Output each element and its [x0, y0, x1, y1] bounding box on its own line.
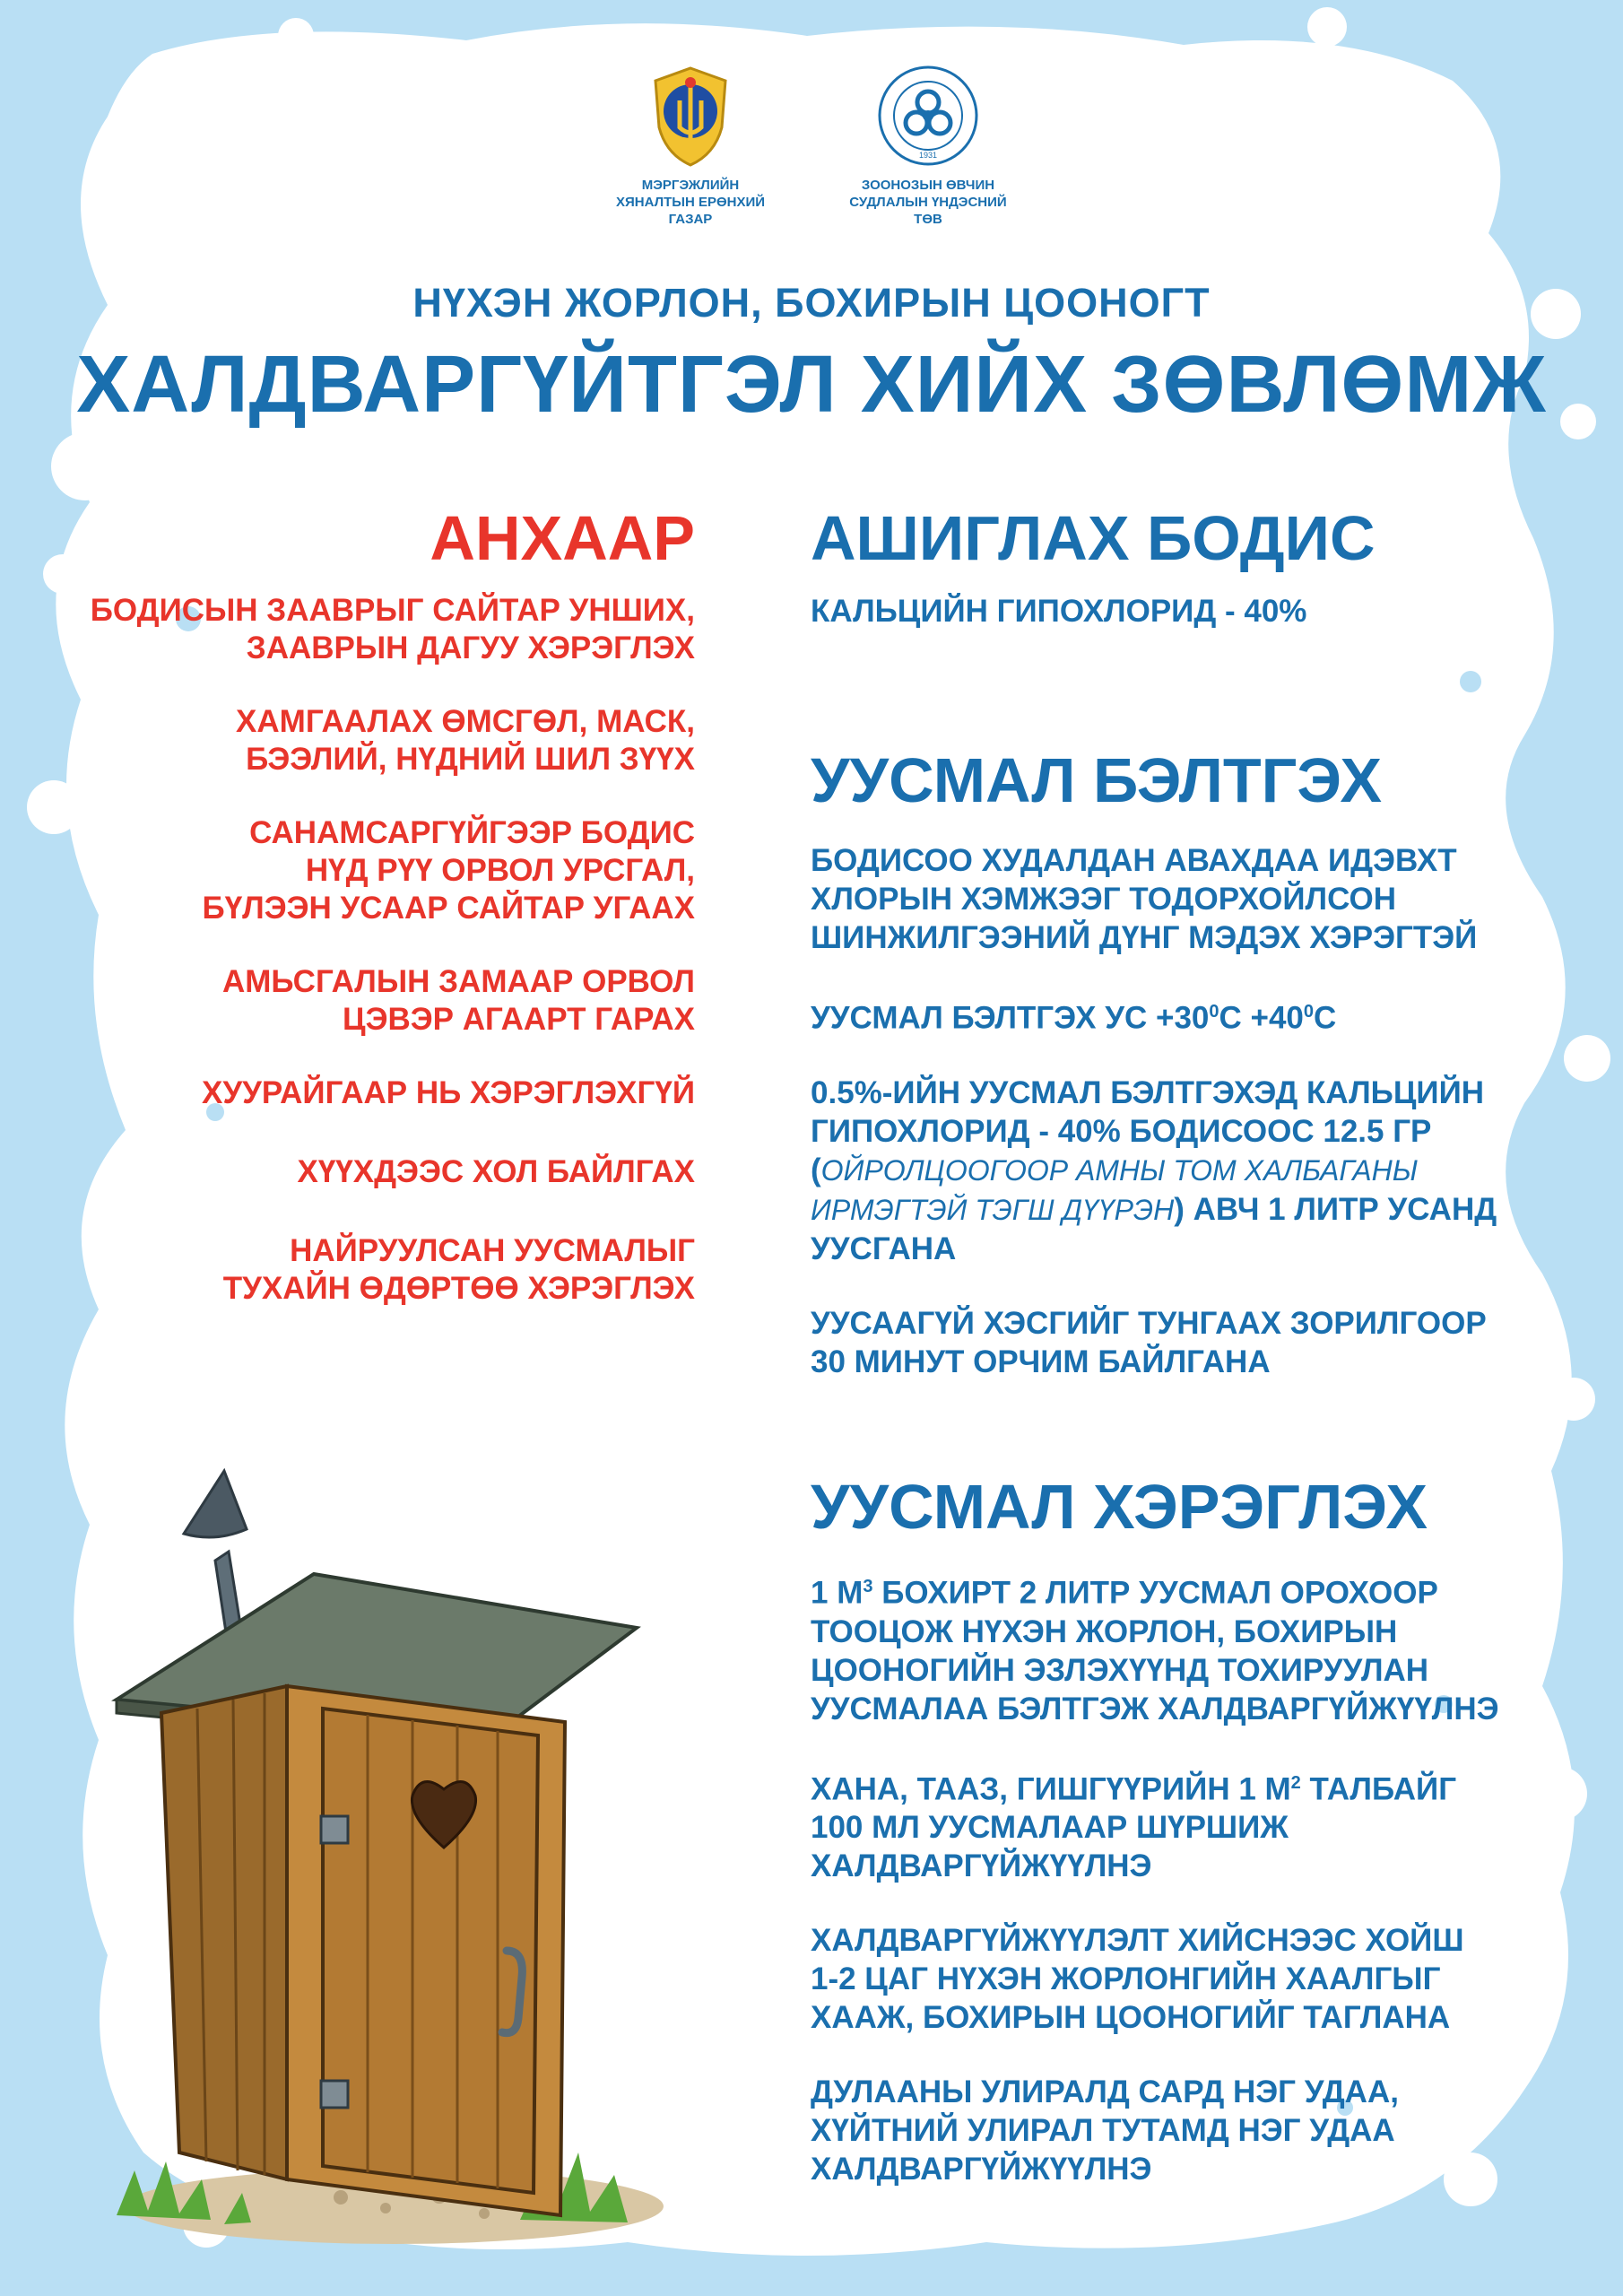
use-item: 1 $М^3$ БОХИРТ 2 ЛИТР УУСМАЛ ОРОХООР ТООЦОЖ НҮХЭН ЖОРЛОН, БОХИРЫН ЦООНОГИЙН ЭЗЛЭХҮҮНД ТОХИРУУЛАН УУСМАЛАА БЭЛТГЭЖ ХАЛДВАРГҮЙЖҮҮЛНЭ: [811, 1575, 1499, 1726]
prepare-item: УУСМАЛ БЭЛТГЭХ УС $+30^0C +40^0C$: [811, 1000, 1337, 1036]
warning-item: БОДИСЫН ЗААВРЫГ САЙТАР УНШИХ, ЗААВРЫН ДАГУУ ХЭРЭГЛЭХ: [90, 593, 695, 665]
logo-right-line1: ЗООНОЗЫН ӨВЧИН: [861, 178, 995, 193]
use-heading: УУСМАЛ ХЭРЭГЛЭХ: [811, 1472, 1428, 1542]
use-item: ХАЛДВАРГҮЙЖҮҮЛЭЛТ ХИЙСНЭЭС ХОЙШ 1-2 ЦАГ НҮХЭН ЖОРЛОНГИЙН ХААЛГЫГ ХААЖ, БОХИРЫН ЦООНОГИЙГ ТАГЛАНА: [811, 1923, 1464, 2036]
page-title: ХАЛДВАРГҮЙТГЭЛ ХИЙХ ЗӨВЛӨМЖ: [76, 340, 1547, 430]
substance-section: [811, 502, 1600, 666]
prepare-item: БОДИСОО ХУДАЛДАН АВАХДАА ИДЭВХТ ХЛОРЫН ХЭМЖЭЭГ ТОДОРХОЙЛСОН ШИНЖИЛГЭЭНИЙ ДҮНГ МЭДЭХ ХЭРЭГТЭЙ: [811, 843, 1478, 955]
warning-heading: АНХААР: [430, 503, 695, 573]
warning-item: ХАМГААЛАХ ӨМСГӨЛ, МАСК, БЭЭЛИЙ, НҮДНИЙ ШИЛ ЗҮҮХ: [236, 704, 695, 777]
warning-section: [13, 502, 695, 1344]
prepare-item: 0.5%-ИЙН УУСМАЛ БЭЛТГЭХЭД КАЛЬЦИЙН ГИПОХЛОРИД - 40% БОДИСООС 12.5 ГР (ОЙРОЛЦООГООР АМНЫ ТОМ ХАЛБАГАНЫ ИРМЭГТЭЙ ТЭГШ ДҮҮРЭН) АВЧ 1 ЛИТР УСАНД УУСГАНА: [811, 1074, 1497, 1266]
svg-text:1931: 1931: [918, 151, 937, 160]
logo-right-line2: СУДЛАЛЫН ҮНДЭСНИЙ: [849, 195, 1007, 210]
biohazard-seal-icon: [877, 65, 980, 168]
logo-zoonotic-center: [838, 65, 1018, 228]
use-item: ДУЛААНЫ УЛИРАЛД САРД НЭГ УДАА, ХҮЙТНИЙ УЛИРАЛ ТУТАМД НЭГ УДАА ХАЛДВАРГҮЙЖҮҮЛНЭ: [811, 2074, 1399, 2187]
logo-right-line3: ТӨВ: [914, 212, 942, 227]
warning-item: ХУУРАЙГААР НЬ ХЭРЭГЛЭХГҮЙ: [202, 1075, 695, 1110]
emblem-icon: [650, 65, 731, 168]
logo-inspection-agency: [601, 65, 780, 228]
page-subtitle: НҮХЭН ЖОРЛОН, БОХИРЫН ЦООНОГТ: [412, 280, 1211, 326]
logo-left-line1: МЭРГЭЖЛИЙН: [641, 178, 740, 193]
warning-item: САНАМСАРГҮЙГЭЭР БОДИС НҮД РҮҮ ОРВОЛ УРСГАЛ, БҮЛЭЭН УСААР САЙТАР УГААХ: [202, 815, 695, 926]
warning-item: НАЙРУУЛСАН УУСМАЛЫГ ТУХАЙН ӨДӨРТӨӨ ХЭРЭГЛЭХ: [222, 1233, 695, 1306]
logo-left-line2: ХЯНАЛТЫН ЕРӨНХИЙ: [615, 195, 766, 210]
warning-item: ХҮҮХДЭЭС ХОЛ БАЙЛГАХ: [297, 1154, 695, 1189]
substance-heading: АШИГЛАХ БОДИС: [811, 503, 1376, 573]
substance-text: КАЛЬЦИЙН ГИПОХЛОРИД - 40%: [811, 594, 1307, 629]
prepare-item: УУСААГҮЙ ХЭСГИЙГ ТУНГААХ ЗОРИЛГООР 30 МИНУТ ОРЧИМ БАЙЛГАНА: [811, 1305, 1487, 1379]
warning-item: АМЬСГАЛЫН ЗАМААР ОРВОЛ ЦЭВЭР АГААРТ ГАРАХ: [221, 964, 695, 1037]
outhouse-illustration: [99, 1462, 673, 2251]
logo-left-line3: ГАЗАР: [668, 212, 713, 227]
prepare-section: [811, 744, 1600, 1417]
use-item: ХАНА, ТААЗ, ГИШГҮҮРИЙН 1 $М^2$ ТАЛБАЙГ 100 МЛ УУСМАЛААР ШҮРШИЖ ХАЛДВАРГҮЙЖҮҮЛНЭ: [811, 1771, 1457, 1884]
prepare-heading: УУСМАЛ БЭЛТГЭХ: [811, 745, 1383, 815]
use-section: [811, 1471, 1600, 2224]
